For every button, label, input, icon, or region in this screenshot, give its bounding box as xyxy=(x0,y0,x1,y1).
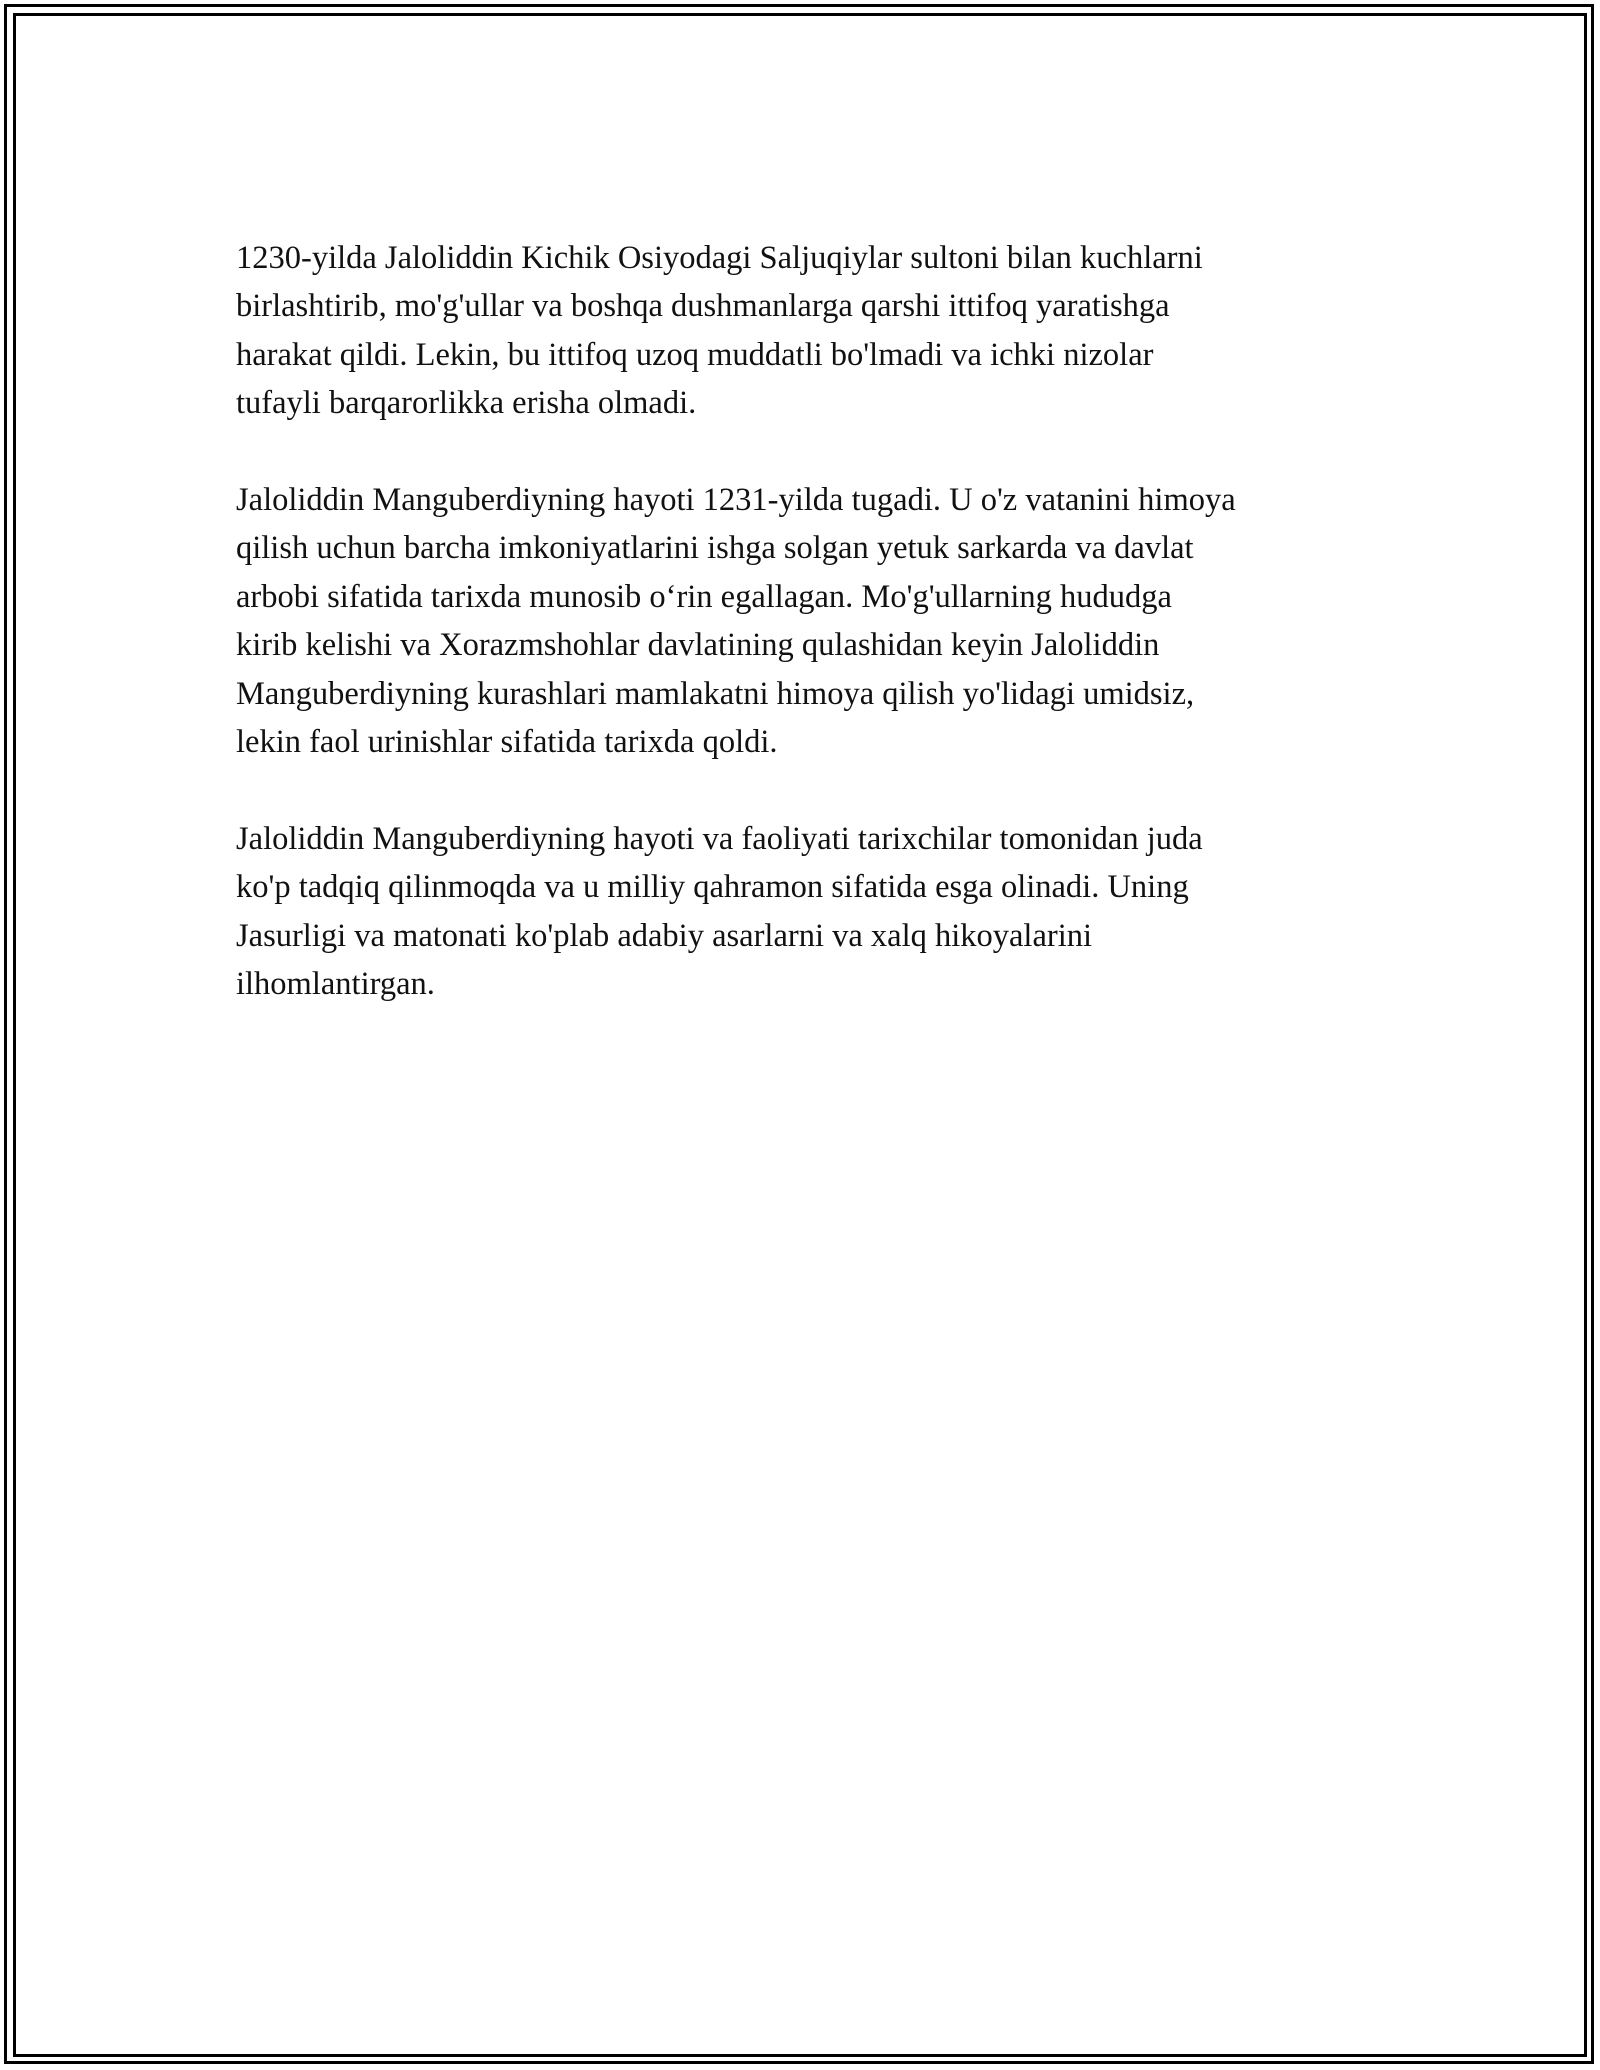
document-body xyxy=(236,234,1386,1057)
text-line: tufayli barqarorlikka erisha olmadi. xyxy=(236,385,697,422)
paragraph-1 xyxy=(236,234,1386,428)
text-line: ko'p tadqiq qilinmoqda va u milliy qahramon sifatida esga olinadi. Uning xyxy=(236,869,1189,906)
text-line: Jaloliddin Manguberdiyning hayoti va faoliyati tarixchilar tomonidan juda xyxy=(236,820,1203,857)
text-line: Jaloliddin Manguberdiyning hayoti 1231-yilda tugadi. U o'z vatanini himoya xyxy=(236,482,1236,519)
text-line: Manguberdiyning kurashlari mamlakatni himoya qilish yo'lidagi umidsiz, xyxy=(236,675,1195,712)
text-line: birlashtirib, mo'g'ullar va boshqa dushmanlarga qarshi ittifoq yaratishga xyxy=(236,288,1170,325)
text-line: harakat qildi. Lekin, bu ittifoq uzoq muddatli bo'lmadi va ichki nizolar xyxy=(236,336,1154,373)
text-line: kirib kelishi va Xorazmshohlar davlatining qulashidan keyin Jaloliddin xyxy=(236,627,1160,664)
paragraph-2 xyxy=(236,476,1386,766)
text-line: qilish uchun barcha imkoniyatlarini ishga solgan yetuk sarkarda va davlat xyxy=(236,530,1194,567)
paragraph-3 xyxy=(236,815,1386,1009)
text-line: Jasurligi va matonati ko'plab adabiy asarlarni va xalq hikoyalarini xyxy=(236,917,1093,954)
text-line: lekin faol urinishlar sifatida tarixda qoldi. xyxy=(236,724,778,761)
text-line: 1230-yilda Jaloliddin Kichik Osiyodagi Saljuqiylar sultoni bilan kuchlarni xyxy=(236,240,1203,276)
text-line: ilhomlantirgan. xyxy=(236,966,435,1003)
text-line: arbobi sifatida tarixda munosib o‘rin egallagan. Mo'g'ullarning hududga xyxy=(236,578,1172,615)
